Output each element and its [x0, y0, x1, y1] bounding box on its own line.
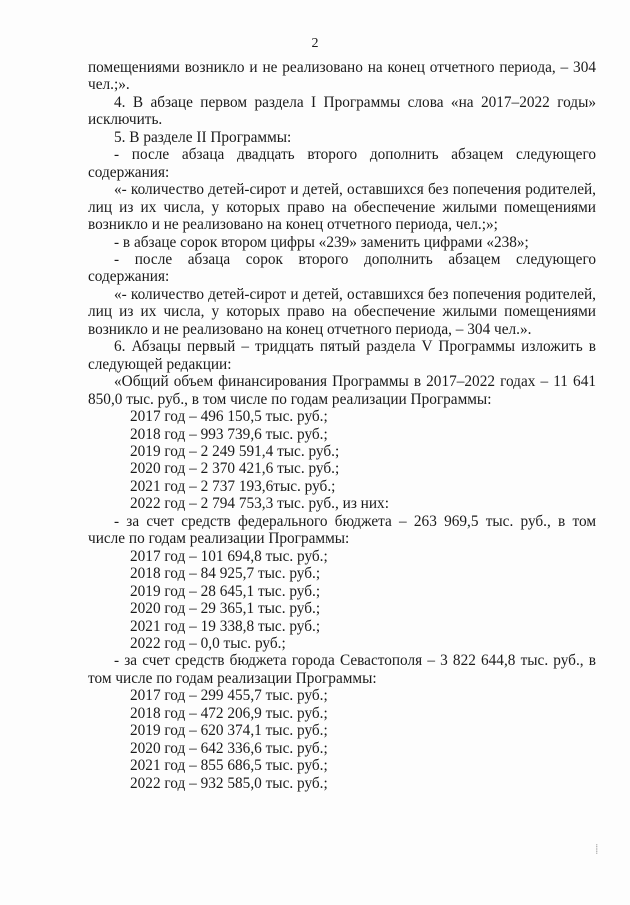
list-item: 2021 год – 855 686,5 тыс. руб.; [130, 757, 328, 775]
list-item: 2017 год – 496 150,5 тыс. руб.; [130, 408, 328, 426]
list-item: 2021 год – 2 737 193,6тыс. руб.; [130, 477, 336, 495]
list-item: 2017 год – 101 694,8 тыс. руб.; [130, 547, 328, 565]
federal-funding-by-year-list [88, 548, 596, 653]
list-item: 2018 год – 472 206,9 тыс. руб.; [130, 704, 328, 722]
list-item: 2021 год – 19 338,8 тыс. руб.; [130, 617, 321, 635]
scan-mark: ⸽ [595, 844, 598, 854]
list-item: 2017 год – 299 455,7 тыс. руб.; [130, 687, 328, 705]
list-item: 2022 год – 2 794 753,3 тыс. руб., из них: [130, 495, 389, 513]
list-item: 2019 год – 28 645,1 тыс. руб.; [130, 582, 321, 600]
paragraph: 5. В разделе II Программы: [114, 128, 292, 146]
paragraph: 6. Абзацы первый – тридцать пятый раздела V Программы изложить в следующей редакции: [88, 338, 596, 373]
list-item: 2018 год – 993 739,6 тыс. руб.; [130, 425, 328, 443]
paragraph: «- количество детей-сирот и детей, оставшихся без попечения родителей, лиц из их числа, у которых право на обеспечение жилыми помещениями возникло и не реализовано на конец отчетного периода, чел.;»; [88, 181, 596, 234]
paragraph: - после абзаца двадцать второго дополнить абзацем следующего содержания: [88, 146, 596, 181]
paragraph: помещениями возникло и не реализовано на конец отчетного периода, – 304 чел.;». [88, 59, 596, 94]
list-item: 2019 год – 620 374,1 тыс. руб.; [130, 722, 328, 740]
city-funding-by-year-list [88, 687, 596, 792]
paragraph: - после абзаца сорок второго дополнить абзацем следующего содержания: [88, 250, 596, 286]
list-item: 2022 год – 0,0 тыс. руб.; [130, 634, 286, 652]
list-item: 2020 год – 642 336,6 тыс. руб.; [130, 739, 328, 757]
document-body [88, 59, 596, 792]
federal-budget-paragraph: - за счет средств федерального бюджета – 263 969,5 тыс. руб., в том числе по годам реализации Программы: [88, 512, 596, 548]
paragraph: «Общий объем финансирования Программы в 2017–2022 годах – 11 641 850,0 тыс. руб., в том числе по годам реализации Программы: [88, 373, 596, 408]
city-budget-paragraph: - за счет средств бюджета города Севастополя – 3 822 644,8 тыс. руб., в том числе по годам реализации Программы: [88, 652, 596, 687]
paragraph: - в абзаце сорок втором цифры «239» заменить цифрами «238»; [114, 233, 529, 251]
total-funding-by-year-list [88, 408, 596, 513]
list-item: 2019 год – 2 249 591,4 тыс. руб.; [130, 442, 340, 460]
list-item: 2018 год – 84 925,7 тыс. руб.; [130, 565, 321, 583]
paragraph: 4. В абзаце первом раздела I Программы слова «на 2017–2022 годы» исключить. [88, 93, 596, 129]
list-item: 2022 год – 932 585,0 тыс. руб.; [130, 774, 328, 792]
paragraph: «- количество детей-сирот и детей, оставшихся без попечения родителей, лиц из их числа, у которых право на обеспечение жилыми помещениями возникло и не реализовано на конец отчетного периода, – 304 чел.». [88, 285, 596, 338]
page-number: 2 [311, 36, 319, 51]
list-item: 2020 год – 2 370 421,6 тыс. руб.; [130, 460, 340, 478]
list-item: 2020 год – 29 365,1 тыс. руб.; [130, 600, 321, 618]
